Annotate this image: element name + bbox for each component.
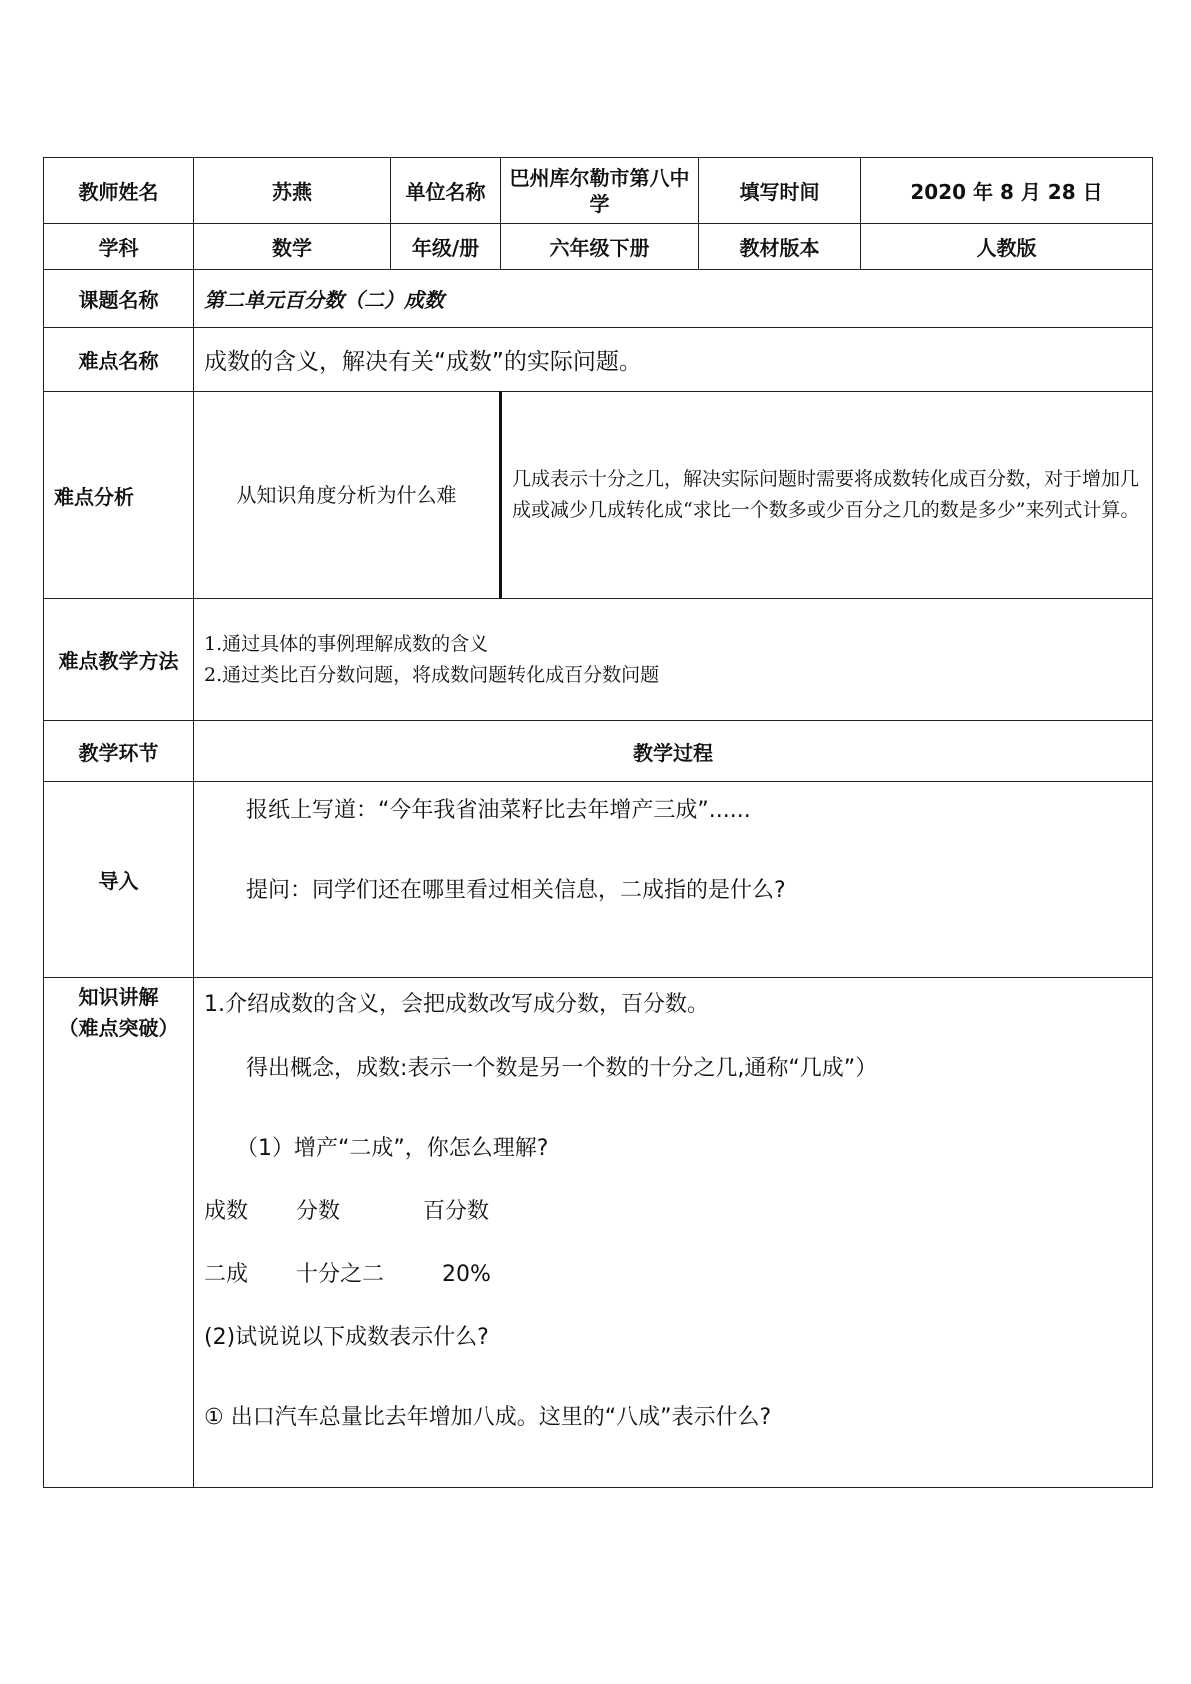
knowledge-paragraph: （1）增产“二成”，你怎么理解? <box>236 1136 549 1161</box>
intro-content <box>194 782 1153 978</box>
mapping-header <box>204 1197 1142 1227</box>
knowledge-row <box>44 978 1153 1488</box>
knowledge-label-line: （难点突破） <box>58 1016 179 1040</box>
analysis-subtitle: 从知识角度分析为什么难 <box>194 392 501 599</box>
topic-value: 第二单元百分数（二）成数 <box>194 270 1153 328</box>
info-row-1 <box>44 158 1153 224</box>
knowledge-label <box>44 978 194 1488</box>
subject-value: 数学 <box>194 224 391 270</box>
topic-row <box>44 270 1153 328</box>
teacher-name-value: 苏燕 <box>194 158 391 224</box>
fill-time-label: 填写时间 <box>699 158 861 224</box>
method-item: 1.通过具体的事例理解成数的含义 <box>204 632 489 655</box>
school-label: 单位名称 <box>391 158 501 224</box>
lesson-plan-sheet <box>43 157 1152 1488</box>
mapping-header-cell: 百分数 <box>423 1199 490 1224</box>
analysis-text: 几成表示十分之几，解决实际问题时需要将成数转化成百分数，对于增加几成或减少几成转化成“求比一个数多或少百分之几的数是多少”来列式计算。 <box>501 392 1153 599</box>
subject-label: 学科 <box>44 224 194 270</box>
grade-value: 六年级下册 <box>501 224 699 270</box>
intro-label: 导入 <box>44 782 194 978</box>
process-header-row <box>44 721 1153 782</box>
method-item: 2.通过类比百分数问题，将成数问题转化成百分数问题 <box>204 663 660 686</box>
difficulty-row <box>44 328 1153 392</box>
knowledge-label-line: 知识讲解 <box>78 985 159 1009</box>
school-value: 巴州库尔勒市第八中学 <box>501 158 699 224</box>
mapping-cell: 二成 <box>204 1262 249 1287</box>
difficulty-value: 成数的含义，解决有关“成数”的实际问题。 <box>194 328 1153 392</box>
stage-header: 教学环节 <box>44 721 194 782</box>
intro-paragraph: 报纸上写道：“今年我省油菜籽比去年增产三成”...... <box>246 798 751 823</box>
knowledge-paragraph: 1.介绍成数的含义，会把成数改写成分数，百分数。 <box>204 992 709 1017</box>
mapping-row <box>204 1260 1142 1290</box>
knowledge-paragraph: (2)试说说以下成数表示什么? <box>204 1325 489 1350</box>
topic-label: 课题名称 <box>44 270 194 328</box>
method-row <box>44 599 1153 721</box>
intro-row <box>44 782 1153 978</box>
grade-label: 年级/册 <box>391 224 501 270</box>
mapping-header-cell: 成数 <box>204 1199 249 1224</box>
process-header: 教学过程 <box>194 721 1153 782</box>
knowledge-paragraph: 得出概念，成数:表示一个数是另一个数的十分之几,通称“几成”） <box>246 1056 878 1081</box>
mapping-cell: 20% <box>442 1262 491 1287</box>
edition-label: 教材版本 <box>699 224 861 270</box>
analysis-label: 难点分析 <box>44 392 194 599</box>
intro-paragraph: 提问：同学们还在哪里看过相关信息，二成指的是什么? <box>246 878 786 903</box>
knowledge-paragraph: ① 出口汽车总量比去年增加八成。这里的“八成”表示什么? <box>204 1405 772 1430</box>
edition-value: 人教版 <box>861 224 1153 270</box>
method-label: 难点教学方法 <box>44 599 194 721</box>
analysis-row <box>44 392 1153 599</box>
knowledge-content <box>194 978 1153 1488</box>
method-list <box>194 599 1153 721</box>
mapping-cell: 十分之二 <box>296 1262 385 1287</box>
teacher-name-label: 教师姓名 <box>44 158 194 224</box>
info-row-2 <box>44 224 1153 270</box>
mapping-header-cell: 分数 <box>296 1199 341 1224</box>
lesson-plan-table <box>43 157 1153 1488</box>
difficulty-label: 难点名称 <box>44 328 194 392</box>
fill-time-value: 2020 年 8 月 28 日 <box>861 158 1153 224</box>
